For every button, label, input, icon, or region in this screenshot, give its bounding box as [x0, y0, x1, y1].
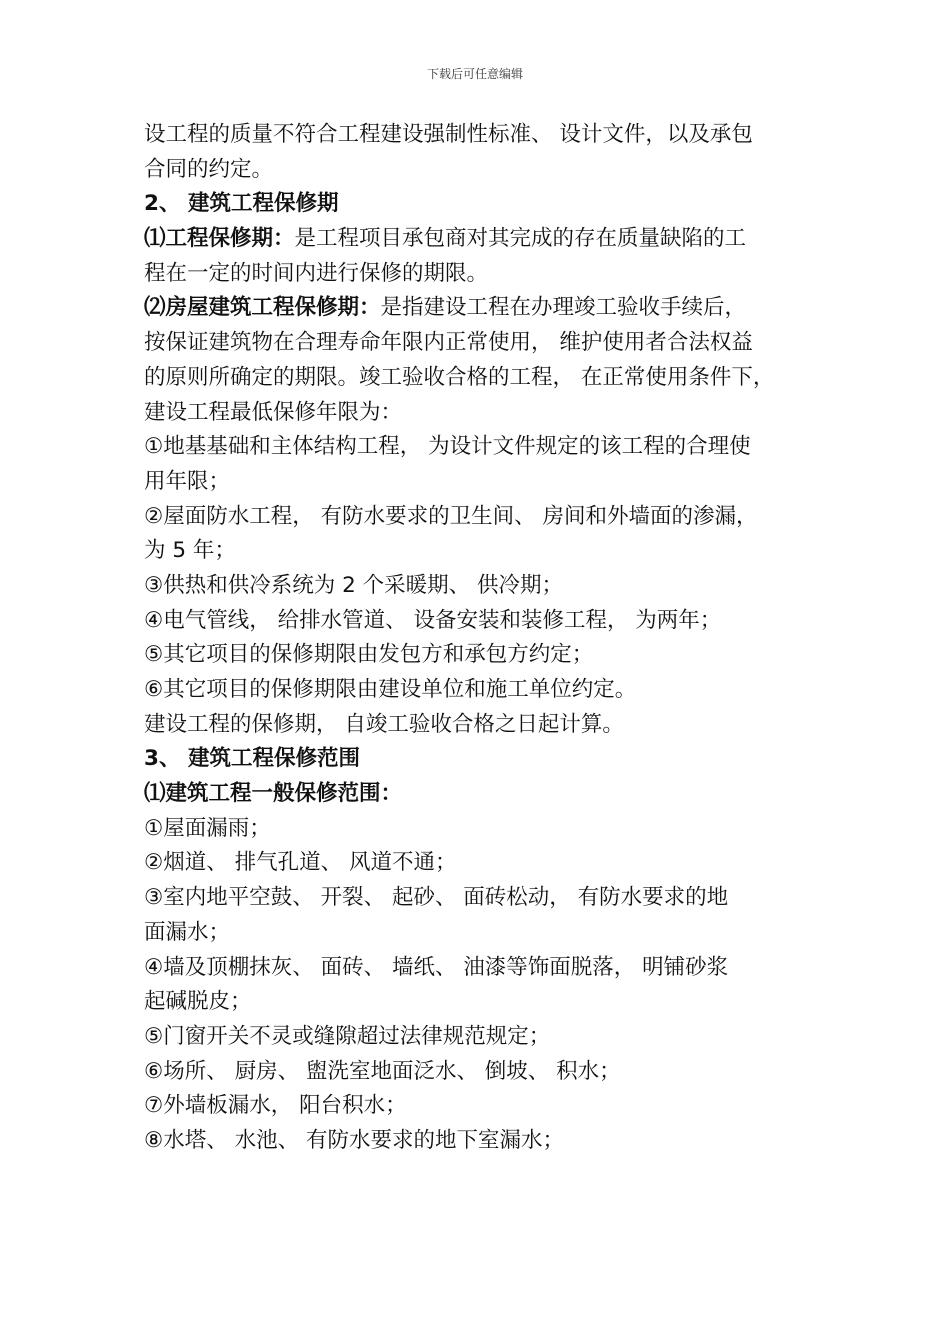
line-text: 按保证建筑物在合理寿命年限内正常使用， 维护使用者合法权益: [144, 330, 753, 356]
line-text: 起碱脱皮；: [144, 989, 252, 1015]
bold-heading: ⑴工程保修期：: [144, 226, 295, 252]
line-text: ②屋面防水工程， 有防水要求的卫生间、 房间和外墙面的渗漏，: [144, 503, 758, 529]
line-text: 是指建设工程在办理竣工验收手续后，: [380, 295, 747, 321]
text-line: [144, 118, 810, 153]
line-text: 的原则所确定的期限。竣工验收合格的工程， 在正常使用条件下，: [144, 364, 775, 390]
bold-heading: 3、 建筑工程保修范围: [144, 746, 360, 772]
line-text: ⑧水塔、 水池、 有防水要求的地下室漏水；: [144, 1127, 564, 1153]
text-line: [144, 430, 810, 465]
line-text: ⑤其它项目的保修期限由发包方和承包方约定；: [144, 642, 594, 668]
text-line: [144, 291, 810, 326]
text-line: [144, 1089, 810, 1124]
text-line: [144, 222, 810, 257]
text-line: [144, 500, 810, 535]
bold-heading: 2、 建筑工程保修期: [144, 191, 339, 217]
line-text: 是工程项目承包商对其完成的存在质量缺陷的工: [294, 226, 747, 252]
line-text: ⑥场所、 厨房、 盥洗室地面泛水、 倒坡、 积水；: [144, 1058, 621, 1084]
text-line: [144, 326, 810, 361]
line-text: ③室内地平空鼓、 开裂、 起砂、 面砖松动， 有防水要求的地: [144, 885, 729, 911]
text-line: [144, 257, 810, 292]
text-line: [144, 187, 810, 222]
text-line: [144, 153, 810, 188]
line-text: 建设工程最低保修年限为：: [144, 399, 403, 425]
text-line: [144, 708, 810, 743]
line-text: ④电气管线， 给排水管道、 设备安装和装修工程， 为两年；: [144, 607, 722, 633]
page-header: 下载后可任意编辑: [426, 67, 523, 81]
text-line: [144, 951, 810, 986]
text-line: [144, 1124, 810, 1159]
text-line: [144, 812, 810, 847]
text-line: [144, 742, 810, 777]
text-line: [144, 534, 810, 569]
text-line: [144, 465, 810, 500]
line-text: ⑤门窗开关不灵或缝隙超过法律规范规定；: [144, 1023, 551, 1049]
text-line: [144, 777, 810, 812]
document-body: [144, 118, 810, 1159]
line-text: 设工程的质量不符合工程建设强制性标准、 设计文件，以及承包: [144, 122, 753, 147]
bold-heading: ⑵房屋建筑工程保修期：: [144, 295, 381, 321]
line-text: ①屋面漏雨；: [144, 815, 271, 841]
line-text: ⑦外墙板漏水， 阳台积水；: [144, 1093, 407, 1119]
line-text: 程在一定的时间内进行保修的期限。: [144, 260, 489, 286]
text-line: [144, 604, 810, 639]
line-text: 为 5 年；: [144, 538, 236, 564]
text-line: [144, 846, 810, 881]
line-text: ①地基基础和主体结构工程， 为设计文件规定的该工程的合理使: [144, 434, 751, 460]
text-line: [144, 361, 810, 396]
line-text: 合同的约定。: [144, 156, 274, 182]
text-line: [144, 1055, 810, 1090]
text-line: [144, 569, 810, 604]
line-text: ③供热和供冷系统为 2 个采暖期、 供冷期；: [144, 572, 563, 598]
line-text: 用年限；: [144, 468, 231, 494]
line-text: ⑥其它项目的保修期限由建设单位和施工单位约定。: [144, 677, 637, 702]
text-line: [144, 673, 810, 708]
line-text: 面漏水；: [144, 919, 231, 945]
line-text: 建设工程的保修期， 自竣工验收合格之日起计算。: [144, 711, 624, 737]
text-line: [144, 638, 810, 673]
text-line: [144, 881, 810, 916]
text-line: [144, 985, 810, 1020]
text-line: [144, 1020, 810, 1055]
line-text: ②烟道、 排气孔道、 风道不通；: [144, 850, 457, 876]
text-line: [144, 396, 810, 431]
bold-heading: ⑴建筑工程一般保修范围：: [144, 781, 403, 807]
line-text: ④墙及顶棚抹灰、 面砖、 墙纸、 油漆等饰面脱落， 明铺砂浆: [144, 954, 729, 980]
text-line: [144, 916, 810, 951]
